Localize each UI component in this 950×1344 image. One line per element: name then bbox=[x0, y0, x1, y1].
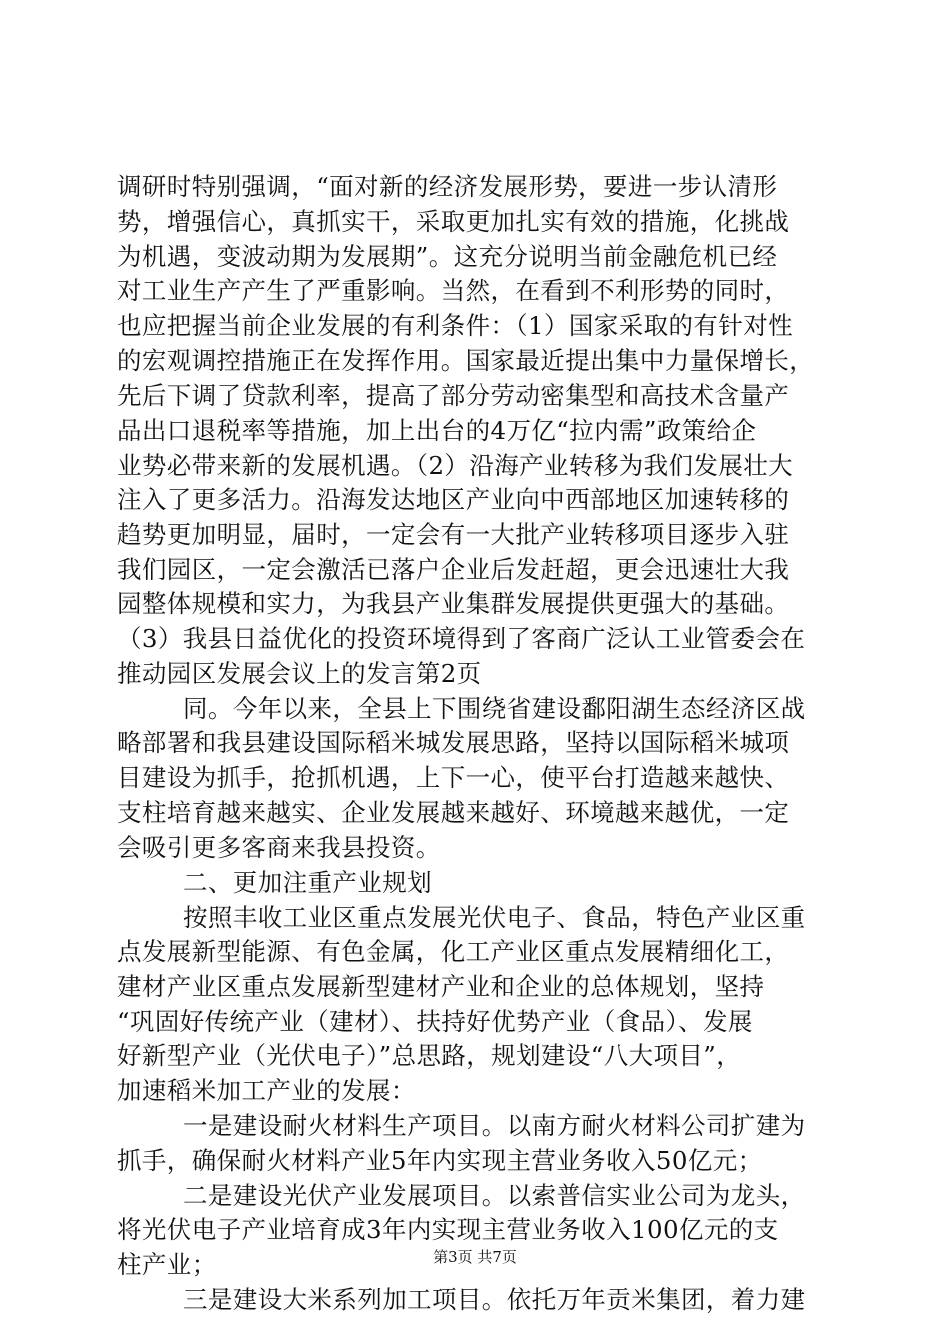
body-line: 园整体规模和实力，为我县产业集群发展提供更强大的基础。 bbox=[117, 589, 790, 618]
body-line: 先后下调了贷款利率，提高了部分劳动密集型和高技术含量产 bbox=[117, 381, 790, 410]
body-line: 略部署和我县建设国际稻米城发展思路，坚持以国际稻米城项 bbox=[117, 728, 790, 757]
body-line: 注入了更多活力。沿海发达地区产业向中西部地区加速转移的 bbox=[117, 485, 790, 514]
page-number-footer: 第3页 共7页 bbox=[433, 1248, 517, 1266]
body-line: 的宏观调控措施正在发挥作用。国家最近提出集中力量保增长， bbox=[117, 346, 815, 375]
body-line: “巩固好传统产业（建材）、扶持好优势产业（食品）、发展 bbox=[117, 1007, 753, 1036]
paragraph-start-line: 按照丰收工业区重点发展光伏电子、食品，特色产业区重 bbox=[183, 903, 806, 932]
body-line: 为机遇，变波动期为发展期”。这充分说明当前金融危机已经 bbox=[117, 242, 778, 271]
body-line: 目建设为抓手，抢抓机遇，上下一心，使平台打造越来越快、 bbox=[117, 763, 790, 792]
body-line: 抓手，确保耐火材料产业5年内实现主营业务收入50亿元； bbox=[117, 1146, 763, 1175]
body-line: 我们园区，一定会激活已落户企业后发赶超，更会迅速壮大我 bbox=[117, 555, 790, 584]
body-line: 品出口退税率等措施，加上出台的4万亿“拉内需”政策给企 bbox=[117, 416, 757, 445]
body-line: 建材产业区重点发展新型建材产业和企业的总体规划，坚持 bbox=[117, 972, 765, 1001]
body-line: 也应把握当前企业发展的有利条件：（1）国家采取的有针对性 bbox=[117, 311, 794, 340]
body-line: 柱产业； bbox=[117, 1250, 217, 1279]
body-line: 推动园区发展会议上的发言第2页 bbox=[117, 659, 482, 688]
body-line: 业势必带来新的发展机遇。（2）沿海产业转移为我们发展壮大 bbox=[117, 451, 794, 480]
body-line: （3）我县日益优化的投资环境得到了客商广泛认工业管委会在 bbox=[117, 624, 806, 653]
body-line: 对工业生产产生了严重影响。当然，在看到不利形势的同时， bbox=[117, 276, 790, 305]
paragraph-start-line: 二是建设光伏产业发展项目。以索普信实业公司为龙头， bbox=[183, 1181, 806, 1210]
body-line: 会吸引更多客商来我县投资。 bbox=[117, 833, 441, 862]
body-line: 点发展新型能源、有色金属，化工产业区重点发展精细化工， bbox=[117, 937, 790, 966]
paragraph-start-line: 一是建设耐火材料生产项目。以南方耐火材料公司扩建为 bbox=[183, 1111, 806, 1140]
body-line: 加速稻米加工产业的发展： bbox=[117, 1076, 416, 1105]
body-line: 势，增强信心，真抓实干，采取更加扎实有效的措施，化挑战 bbox=[117, 207, 790, 236]
body-line: 趋势更加明显，届时，一定会有一大批产业转移项目逐步入驻 bbox=[117, 520, 790, 549]
body-line: 将光伏电子产业培育成3年内实现主营业务收入100亿元的支 bbox=[117, 1215, 779, 1244]
body-line: 好新型产业（光伏电子）”总思路，规划建设“八大项目”， bbox=[117, 1041, 742, 1070]
body-line: 支柱培育越来越实、企业发展越来越好、环境越来越优，一定 bbox=[117, 798, 790, 827]
section-heading: 二、更加注重产业规划 bbox=[183, 868, 432, 897]
paragraph-start-line: 同。今年以来，全县上下围绕省建设鄱阳湖生态经济区战 bbox=[183, 694, 806, 723]
body-line: 调研时特别强调，“面对新的经济发展形势，要进一步认清形 bbox=[117, 172, 778, 201]
paragraph-start-line: 三是建设大米系列加工项目。依托万年贡米集团，着力建 bbox=[183, 1285, 806, 1314]
